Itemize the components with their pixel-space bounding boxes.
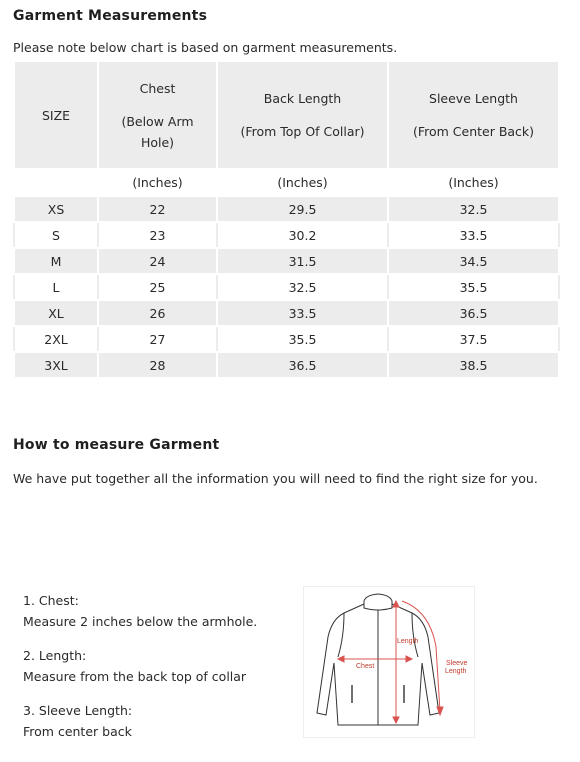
- page-title: Garment Measurements: [13, 8, 208, 24]
- step-title: 2. Length:: [23, 648, 87, 663]
- size-cell: XS: [14, 196, 98, 222]
- step-length: [23, 645, 257, 687]
- howto-title: How to measure Garment: [13, 437, 220, 453]
- unit-cell: (Inches): [217, 169, 388, 196]
- header-back-sub: (From Top Of Collar): [240, 124, 365, 139]
- table-row: [14, 248, 559, 274]
- chest-cell: 25: [98, 274, 217, 300]
- header-sleeve-sub: (From Center Back): [412, 124, 535, 139]
- step-sleeve: [23, 700, 257, 742]
- header-sleeve-length: [388, 61, 559, 169]
- table-row: [14, 352, 559, 378]
- jacket-diagram: [303, 586, 475, 738]
- header-back-title: Back Length: [263, 91, 342, 106]
- back-length-cell: 36.5: [217, 352, 388, 378]
- sleeve-length-cell: 37.5: [388, 326, 559, 352]
- table-header-row: [14, 61, 559, 169]
- sleeve-length-cell: 38.5: [388, 352, 559, 378]
- jacket-illustration: [304, 587, 474, 737]
- sleeve-length-cell: 35.5: [388, 274, 559, 300]
- units-row: [14, 169, 559, 196]
- sleeve-length-cell: 33.5: [388, 222, 559, 248]
- diagram-sleeve-label: Length: [445, 668, 467, 675]
- size-cell: M: [14, 248, 98, 274]
- chest-cell: 23: [98, 222, 217, 248]
- size-cell: S: [14, 222, 98, 248]
- back-length-cell: 29.5: [217, 196, 388, 222]
- size-cell: XL: [14, 300, 98, 326]
- back-length-cell: 31.5: [217, 248, 388, 274]
- header-chest-title: Chest: [139, 80, 176, 96]
- step-desc: Measure 2 inches below the armhole.: [23, 614, 258, 629]
- back-length-cell: 33.5: [217, 300, 388, 326]
- unit-cell: [14, 169, 98, 196]
- sleeve-length-cell: 34.5: [388, 248, 559, 274]
- size-cell: L: [14, 274, 98, 300]
- table-row: [14, 222, 559, 248]
- step-title: 1. Chest:: [23, 593, 79, 608]
- step-desc: Measure from the back top of collar: [23, 669, 247, 684]
- measure-steps: [23, 590, 257, 755]
- header-chest-sub-2: Hole): [140, 134, 175, 150]
- sleeve-length-cell: 32.5: [388, 196, 559, 222]
- chest-cell: 27: [98, 326, 217, 352]
- chest-cell: 26: [98, 300, 217, 326]
- back-length-cell: 30.2: [217, 222, 388, 248]
- chest-cell: 22: [98, 196, 217, 222]
- howto-intro: We have put together all the information you will need to find the right size for you.: [13, 471, 538, 486]
- header-back-length: [217, 61, 388, 169]
- unit-cell: (Inches): [98, 169, 217, 196]
- header-chest: [98, 61, 217, 169]
- chest-cell: 28: [98, 352, 217, 378]
- step-desc: From center back: [23, 724, 132, 739]
- chart-note: Please note below chart is based on garment measurements.: [13, 40, 398, 55]
- size-cell: 2XL: [14, 326, 98, 352]
- header-sleeve-title: Sleeve Length: [429, 91, 518, 106]
- table-row: [14, 300, 559, 326]
- table-row: [14, 196, 559, 222]
- unit-cell: (Inches): [388, 169, 559, 196]
- step-chest: [23, 590, 257, 632]
- table-row: [14, 274, 559, 300]
- table-row: [14, 326, 559, 352]
- diagram-sleeve-label: Sleeve: [446, 660, 468, 667]
- sleeve-length-cell: 36.5: [388, 300, 559, 326]
- header-chest-sub-1: (Below Arm: [121, 113, 194, 129]
- back-length-cell: 32.5: [217, 274, 388, 300]
- diagram-chest-label: Chest: [356, 663, 375, 670]
- chest-cell: 24: [98, 248, 217, 274]
- diagram-length-label: Length: [397, 638, 419, 645]
- size-cell: 3XL: [14, 352, 98, 378]
- header-size: SIZE: [14, 61, 98, 169]
- step-title: 3. Sleeve Length:: [23, 703, 133, 718]
- back-length-cell: 35.5: [217, 326, 388, 352]
- size-chart-table: [13, 60, 560, 379]
